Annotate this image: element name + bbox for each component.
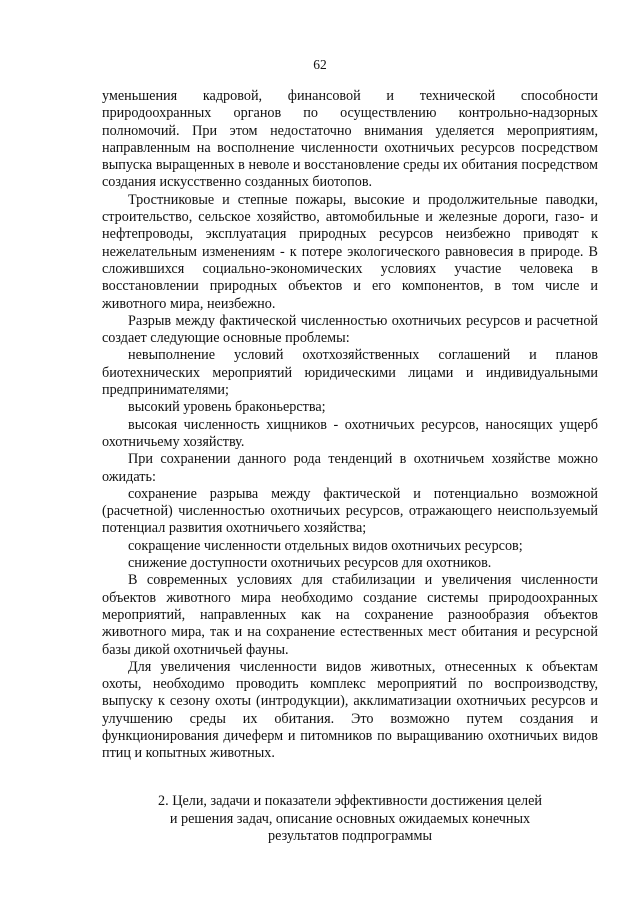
page-number: 62 — [313, 57, 327, 72]
section-heading-line: и решения задач, описание основных ожидаемых конечных — [169, 810, 531, 827]
list-item: невыполнение условий охотхозяйственных соглашений и планов биотехнических мероприятий юридическими лицами и индивидуальными предпринимателями; — [102, 347, 598, 399]
section-heading-line: 2. Цели, задачи и показатели эффективности достижения целей — [158, 793, 542, 809]
paragraph: Тростниковые и степные пожары, высокие и продолжительные паводки, строительство, сельское хозяйство, автомобильные и железные дороги, газо- и нефтепроводы, эксплуатация природных ресурсов неизбежно приводят к нежелательным изменениям - к потере экологического равновесия в природе. В сложившихся социально-экономических условиях участие человека в восстановлении природных объектов и его компонентов, в том числе и животного мира, неизбежно. — [102, 191, 598, 312]
paragraph: В современных условиях для стабилизации и увеличения численности объектов животного мира необходимо создание системы природоохранных мероприятий, направленных как на сохранение разнообразия объектов животного мира, так и на сохранение естественных мест обитания и ресурсной базы дикой охотничьей фауны. — [102, 572, 598, 658]
list-item: снижение доступности охотничьих ресурсов для охотников. — [128, 555, 492, 572]
section-heading — [102, 793, 598, 846]
list-item: высокая численность хищников - охотничьих ресурсов, наносящих ущерб охотничьему хозяйству. — [102, 416, 598, 450]
list-item: высокий уровень браконьерства; — [128, 399, 326, 416]
section-heading-line: результатов подпрограммы — [268, 828, 432, 844]
paragraph: Разрыв между фактической численностью охотничьих ресурсов и расчетной создает следующие основные проблемы: — [102, 312, 598, 347]
paragraph: При сохранении данного рода тенденций в охотничьем хозяйстве можно ожидать: — [102, 451, 598, 485]
paragraph: уменьшения кадровой, финансовой и технической способности природоохранных органов по осуществлению контрольно-надзорных полномочий. При этом недостаточно внимания уделяется мероприятиям, направленным на восполнение численности охотничьих ресурсов посредством выпуска выращенных в неволе и восстановление среды их обитания посредством создания искусственно созданных биотопов. — [102, 88, 598, 191]
list-item: сокращение численности отдельных видов охотничьих ресурсов; — [128, 537, 523, 554]
list-item: сохранение разрыва между фактической и потенциально возможной (расчетной) численностью охотничьих ресурсов, отражающего неиспользуемый потенциал развития охотничьего хозяйства; — [102, 485, 598, 537]
paragraph: Для увеличения численности видов животных, отнесенных к объектам охоты, необходимо проводить комплекс мероприятий по воспроизводству, выпуску к сезону охоты (интродукции), акклиматизации охотничьих ресурсов и улучшению среды их обитания. Это возможно путем создания и функционирования дичеферм и питомников по выращиванию охотничьих видов птиц и копытных животных. — [102, 658, 598, 762]
body-text — [102, 88, 598, 763]
